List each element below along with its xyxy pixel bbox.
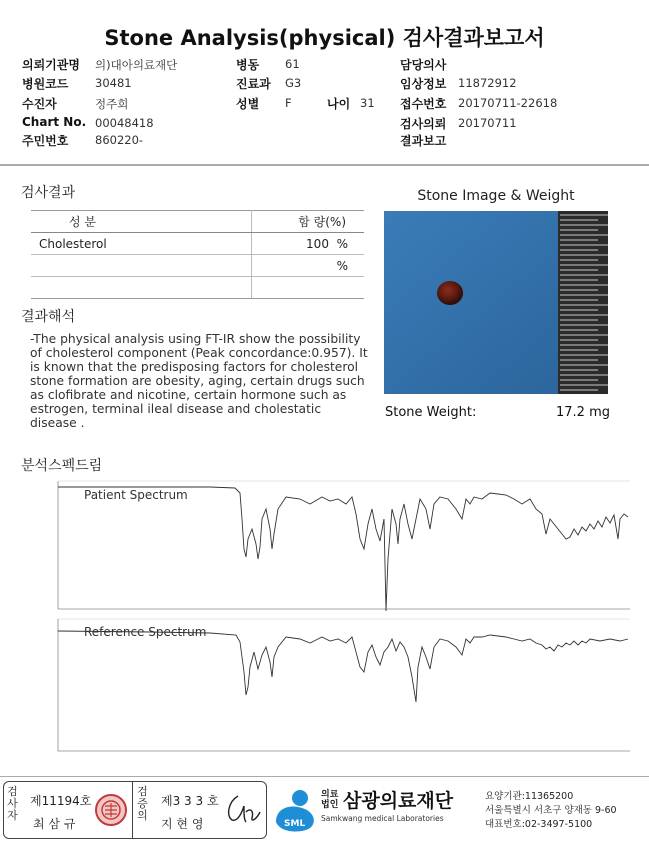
value-department: G3	[285, 76, 302, 90]
value-clinical-info: 11872912	[458, 76, 517, 90]
tester-seal	[94, 793, 128, 827]
value-resident-no: 860220-	[95, 133, 144, 147]
table-row	[31, 233, 364, 255]
results-section-title: 검사결과	[21, 185, 76, 201]
sml-logo-text: SML	[284, 819, 306, 829]
label-receipt-no: 접수번호	[400, 97, 447, 111]
inspector-signature	[222, 790, 262, 828]
header-divider	[0, 164, 649, 166]
results-table	[31, 210, 364, 299]
value-ward: 61	[285, 57, 300, 71]
label-sex: 성별	[236, 97, 260, 111]
table-row	[31, 277, 364, 299]
tester-id: 제11194호	[30, 794, 92, 808]
cell-component	[31, 255, 251, 277]
cell-percent-value: 100	[306, 236, 329, 251]
cell-percent	[251, 255, 364, 277]
stone-weight-label: Stone Weight:	[385, 405, 477, 420]
reference-spectrum-label: Reference Spectrum	[84, 625, 207, 639]
report-title: Stone Analysis(physical) 검사결과보고서	[104, 26, 545, 50]
label-patient-name: 수진자	[22, 97, 57, 111]
value-requesting-institution: 의)대아의료재단	[95, 58, 178, 72]
signature-separator	[132, 782, 133, 838]
interpretation-text: -The physical analysis using FT-IR show the possibility of cholesterol component (Peak concordance:0.957). It is known that the predisposing factors for cholesterol stone formation are obesity, aging, certain drugs such as clofibrate and nicotine, certain hormone such as estrogen, terminal ileal disease and cholestatic disease .	[30, 332, 368, 430]
reference-spectrum-line	[58, 631, 628, 702]
label-department: 진료과	[236, 77, 271, 91]
value-age: 31	[360, 96, 375, 110]
cell-percent	[251, 277, 364, 299]
ruler	[558, 211, 608, 394]
value-hospital-code: 30481	[95, 76, 132, 90]
phone-number: 대표번호:02-3497-5100	[485, 819, 593, 830]
spectrum-section-title: 분석스펙드림	[21, 458, 103, 474]
org-name: 삼광의료재단	[343, 790, 454, 812]
org-prefix: 의료법인	[321, 790, 339, 810]
cell-component	[31, 277, 251, 299]
reference-spectrum-chart	[30, 617, 634, 755]
label-resident-no: 주민번호	[22, 134, 69, 148]
label-clinical-info: 임상정보	[400, 77, 447, 91]
value-chart-no: 00048418	[95, 116, 154, 130]
address: 서울특별시 서초구 양재동 9-60	[485, 805, 617, 816]
stone-photo	[384, 211, 608, 394]
label-age: 나이	[327, 97, 351, 111]
value-sex: F	[285, 96, 292, 110]
inspector-vertical-label: 검증의	[137, 785, 148, 822]
results-header-row	[31, 211, 364, 233]
stone-image-title: Stone Image & Weight	[417, 188, 575, 204]
table-row	[31, 255, 364, 277]
label-attending-doctor: 담당의사	[400, 58, 447, 72]
stone-weight-value: 17.2 mg	[556, 405, 610, 420]
label-hospital-code: 병원코드	[22, 77, 69, 91]
tester-name: 최 삼 규	[33, 817, 76, 831]
label-test-request: 검사의뢰	[400, 117, 447, 131]
patient-spectrum-line	[58, 487, 628, 611]
cell-component: Cholesterol	[31, 233, 251, 255]
cell-percent-unit: %	[336, 258, 348, 273]
value-test-request: 20170711	[458, 116, 517, 130]
stone-photo-graphic	[384, 211, 608, 394]
label-requesting-institution: 의뢰기관명	[22, 58, 80, 72]
inspector-name: 지 현 영	[161, 817, 204, 831]
col-header-percent: 함 량(%)	[251, 211, 364, 233]
footer-divider	[0, 776, 649, 777]
cell-percent-unit: %	[336, 236, 348, 251]
org-english-name: Samkwang medical Laboratories	[321, 814, 444, 823]
patient-spectrum-chart	[30, 479, 634, 613]
label-ward: 병동	[236, 58, 260, 72]
tester-vertical-label: 검사자	[7, 785, 18, 822]
stone-specimen	[437, 281, 463, 305]
label-chart-no: Chart No.	[22, 115, 87, 129]
inspector-id: 제3 3 3 호	[161, 794, 219, 808]
value-patient-name: 정주희	[95, 97, 129, 111]
label-result-report: 결과보고	[400, 134, 447, 148]
institution-code: 요양기관:11365200	[485, 791, 574, 802]
interpretation-section-title: 결과해석	[21, 309, 76, 325]
value-receipt-no: 20170711-22618	[458, 96, 558, 110]
cell-percent	[251, 233, 364, 255]
patient-spectrum-label: Patient Spectrum	[84, 488, 188, 502]
sml-logo	[272, 786, 320, 834]
col-header-component: 성 분	[31, 211, 251, 233]
